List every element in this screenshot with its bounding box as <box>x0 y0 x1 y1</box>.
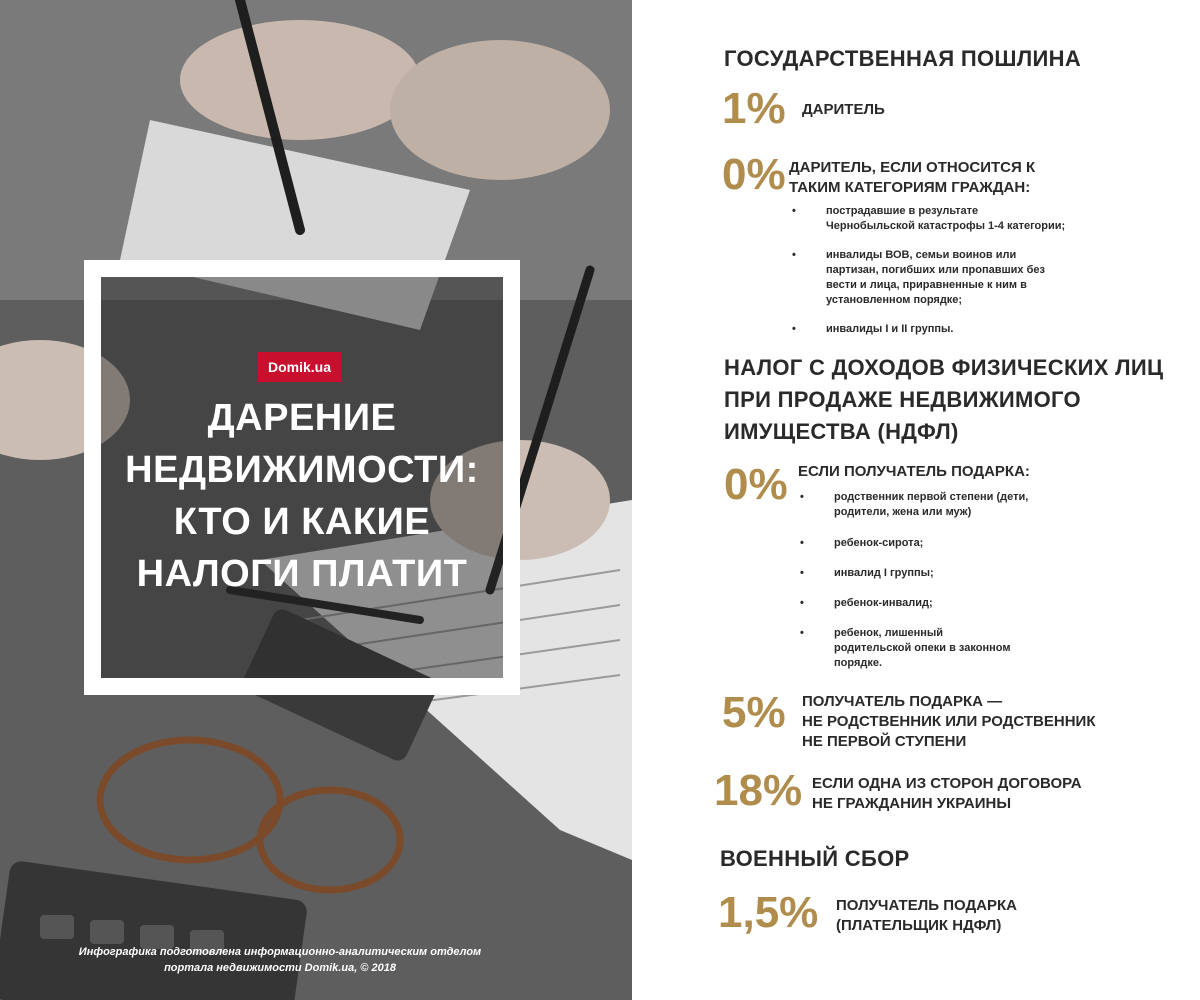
bullet-line: установленном порядке; <box>826 294 963 306</box>
hero-title-line: ДАРЕНИЕ <box>207 397 397 439</box>
ndfl-bullet <box>834 566 934 581</box>
military-rate-pct: 1,5% <box>718 888 819 937</box>
heading-line: ПРИ ПРОДАЖЕ НЕДВИЖИМОГО <box>724 387 1081 412</box>
duty-bullet <box>826 204 1065 234</box>
ndfl-bullet <box>834 596 933 611</box>
duty-rate-1-label: ДАРИТЕЛЬ <box>802 101 885 118</box>
ndfl-heading <box>724 352 1163 448</box>
bullet-line: • инвалид I группы; <box>834 567 934 579</box>
ndfl-bullet <box>834 536 923 551</box>
duty-rate-2-pct: 0% <box>722 150 786 199</box>
bullet-line: • пострадавшие в результате <box>826 205 979 217</box>
ndfl-rate-0-pct: 0% <box>724 460 788 509</box>
ndfl-rate-18-label <box>812 774 1082 814</box>
bullet-line: партизан, погибших или пропавших без <box>826 264 1045 276</box>
ndfl-bullet <box>834 626 1010 671</box>
label-line: ТАКИМ КАТЕГОРИЯМ ГРАЖДАН: <box>789 179 1031 196</box>
ndfl-bullet <box>834 490 1028 520</box>
duty-rate-1-pct: 1% <box>722 84 786 133</box>
bullet-line: • родственник первой степени (дети, <box>834 491 1029 503</box>
label-line: НЕ ГРАЖДАНИН УКРАИНЫ <box>812 795 1012 812</box>
bullet-line: • ребенок-инвалид; <box>834 597 933 609</box>
duty-heading: ГОСУДАРСТВЕННАЯ ПОШЛИНА <box>724 46 1082 71</box>
bullet-line: родительской опеки в законном <box>834 642 1011 654</box>
heading-line: НАЛОГ С ДОХОДОВ ФИЗИЧЕСКИХ ЛИЦ <box>724 355 1164 380</box>
credit-line: портала недвижимости Domik.ua, © 2018 <box>164 962 396 974</box>
label-line: НЕ ПЕРВОЙ СТУПЕНИ <box>802 733 967 750</box>
bullet-line: • инвалиды ВОВ, семьи воинов или <box>826 249 1017 261</box>
military-rate-label <box>836 896 1017 936</box>
ndfl-rate-5-label <box>802 692 1095 752</box>
label-line: ПОЛУЧАТЕЛЬ ПОДАРКА — <box>802 693 1003 710</box>
label-line: ПОЛУЧАТЕЛЬ ПОДАРКА <box>836 897 1017 914</box>
duty-bullet <box>826 322 953 337</box>
bullet-line: вести и лица, приравненные к ним в <box>826 279 1027 291</box>
label-line: НЕ РОДСТВЕННИК ИЛИ РОДСТВЕННИК <box>802 713 1096 730</box>
bullet-line: • инвалиды I и II группы. <box>826 323 954 335</box>
duty-bullet <box>826 248 1045 308</box>
credit-text <box>60 944 500 976</box>
ndfl-rate-18-pct: 18% <box>714 766 803 815</box>
credit-line: Инфографика подготовлена информационно-аналитическим отделом <box>78 946 482 958</box>
ndfl-rate-0-label: ЕСЛИ ПОЛУЧАТЕЛЬ ПОДАРКА: <box>798 463 1030 480</box>
military-heading: ВОЕННЫЙ СБОР <box>720 846 910 871</box>
label-line: ДАРИТЕЛЬ, ЕСЛИ ОТНОСИТСЯ К <box>789 159 1036 176</box>
hero-title-line: КТО И КАКИЕ <box>173 501 431 543</box>
bullet-line: Чернобыльской катастрофы 1-4 категории; <box>826 220 1066 232</box>
heading-line: ИМУЩЕСТВА (НДФЛ) <box>724 419 959 444</box>
ndfl-rate-5-pct: 5% <box>722 688 786 737</box>
bullet-line: родители, жена или муж) <box>834 506 972 518</box>
bullet-line: • ребенок-сирота; <box>834 537 924 549</box>
label-line: (ПЛАТЕЛЬЩИК НДФЛ) <box>836 917 1002 934</box>
bullet-line: порядке. <box>834 657 883 669</box>
duty-rate-2-label <box>789 158 1035 198</box>
hero-title <box>101 392 503 600</box>
brand-badge[interactable]: Domik.ua <box>258 352 341 382</box>
hero-title-line: НАЛОГИ ПЛАТИТ <box>136 553 468 595</box>
hero-title-line: НЕДВИЖИМОСТИ: <box>125 449 479 491</box>
bullet-line: • ребенок, лишенный <box>834 627 944 639</box>
label-line: ЕСЛИ ОДНА ИЗ СТОРОН ДОГОВОРА <box>812 775 1082 792</box>
